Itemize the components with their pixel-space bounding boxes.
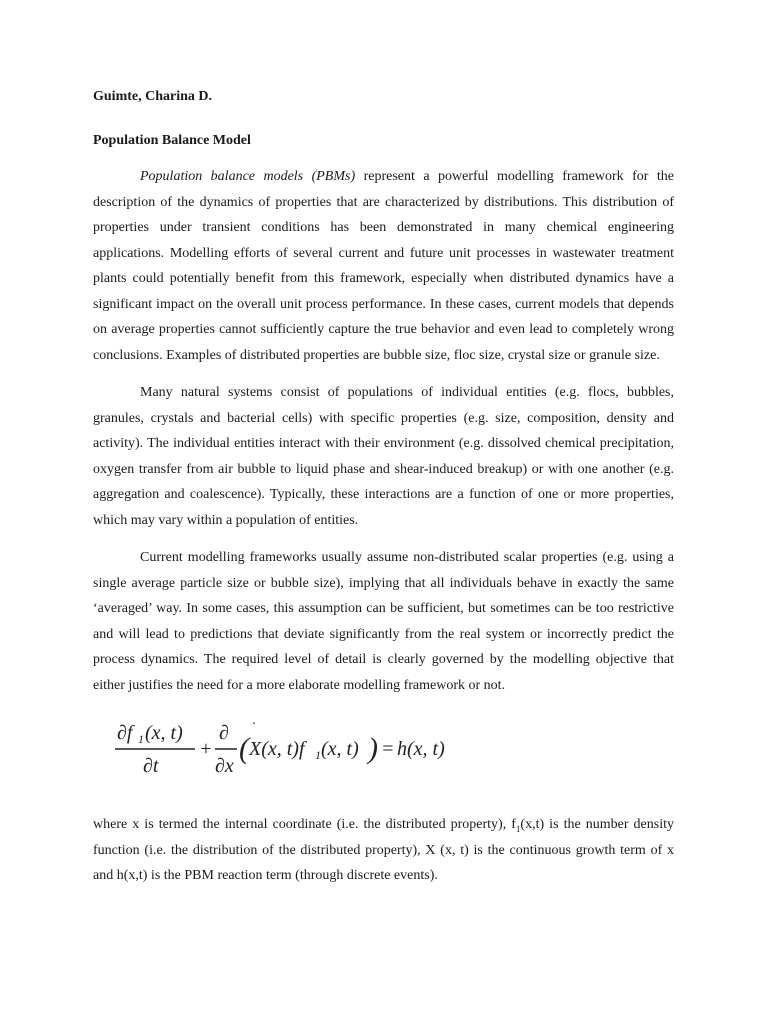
svg-text:∂f: ∂f (117, 722, 133, 744)
paragraph-2: Many natural systems consist of populations of individual entities (e.g. flocs, bubbles, granules, crystals and bacterial cells) with specific properties (e.g. size, composition, density and activity). The individual entities interact with their environment (e.g. dissolved chemical precipitation, oxygen transfer from air bubble to liquid phase and shear-induced breakup) or with one another (e.g. aggregation and coalescence). Typically, these interactions are a function of one or more properties, which may vary within a population of entities. (93, 385, 674, 528)
svg-text:): ) (368, 732, 378, 765)
svg-text:(x, t): (x, t) (145, 722, 183, 744)
paragraph-1-lead: Population balance models (PBMs) (140, 169, 356, 184)
paragraph-1-body: represent a powerful modelling framework for the description of the dynamics of properties that are characterized by distributions. This distribution of properties under transient conditions has been demonstrated in many chemical engineering applications. Modelling efforts of several current and future unit processes in wastewater treatment plants could potentially benefit from this framework, especially when distributed dynamics have a significant impact on the overall unit process performance. In these cases, current models that depends on average properties cannot sufficiently capture the true behavior and even lead to completely wrong conclusions. Examples of distributed properties are bubble size, floc size, crystal size or granule size. (93, 169, 674, 363)
section-title: Population Balance Model (93, 133, 251, 148)
svg-text:(x, t): (x, t) (321, 738, 359, 760)
author-name: Guimte, Charina D. (93, 89, 212, 104)
pbm-equation-image (113, 712, 445, 782)
svg-text:+: + (199, 738, 213, 760)
svg-text:X(x, t)f: X(x, t)f (249, 738, 305, 760)
svg-text:h(x, t): h(x, t) (397, 738, 445, 760)
svg-text:(: ( (239, 732, 249, 765)
svg-text:∂: ∂ (219, 722, 229, 744)
paragraph-4-part-a: where x is termed the internal coordinate (i.e. the distributed property), f (93, 817, 516, 832)
svg-text:·: · (252, 717, 256, 732)
paragraph-1 (93, 164, 674, 368)
paragraph-4-subscript: 1 (515, 823, 521, 834)
svg-text:1: 1 (138, 732, 144, 746)
svg-text:=: = (381, 738, 395, 760)
paragraph-4 (93, 812, 674, 889)
paragraph-4-part-b: (x,t) is the number density function (i.e. the distribution of the distributed property), X (x, t) is the continuous growth term of x and h(x,t) is the PBM reaction term (through discrete events). (93, 817, 674, 883)
paragraph-3: Current modelling frameworks usually assume non-distributed scalar properties (e.g. using a single average particle size or bubble size), implying that all individuals behave in exactly the same ‘averaged’ way. In some cases, this assumption can be sufficient, but sometimes can be too restrictive and will lead to predictions that deviate significantly from the real system or incorrectly predict the process dynamics. The required level of detail is clearly governed by the modelling objective that either justifies the need for a more elaborate modelling framework or not. (93, 550, 674, 693)
svg-text:1: 1 (315, 748, 321, 762)
svg-text:∂x: ∂x (215, 755, 234, 777)
svg-text:∂t: ∂t (143, 755, 159, 777)
